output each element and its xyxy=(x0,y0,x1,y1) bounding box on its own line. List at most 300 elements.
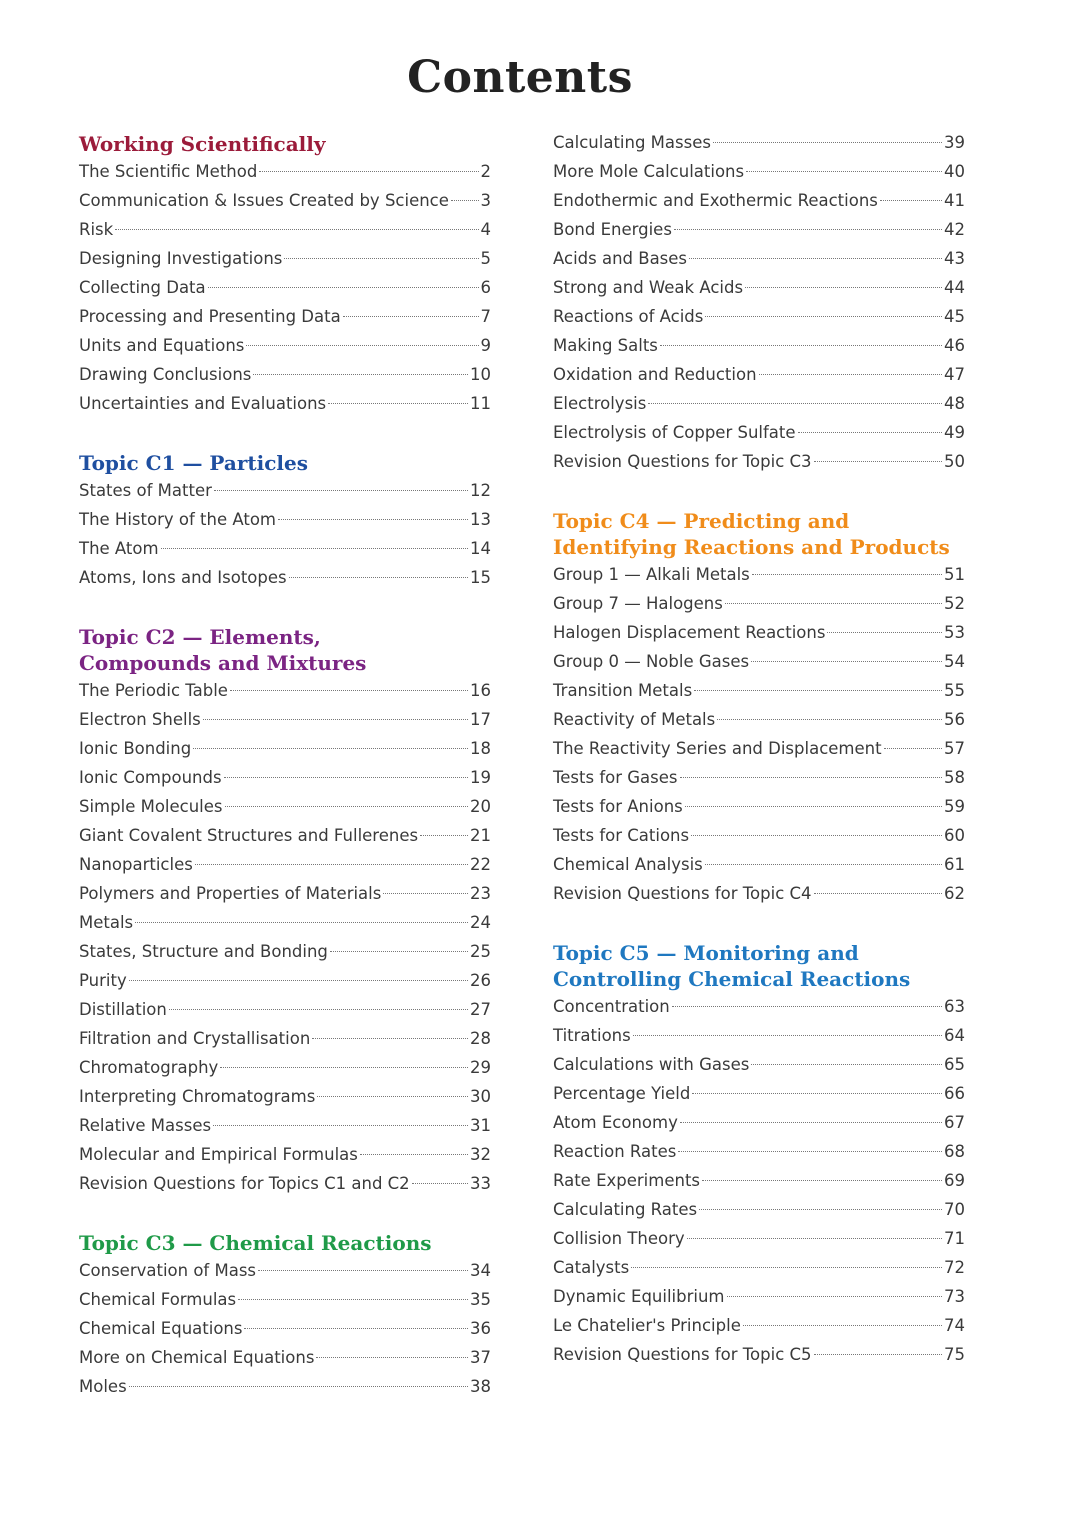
entry-title: Chemical Equations xyxy=(79,1319,243,1338)
contents-entry xyxy=(79,331,491,360)
entry-page-number: 9 xyxy=(480,336,491,355)
entry-title: Rate Experiments xyxy=(553,1171,701,1190)
dot-leader xyxy=(161,548,468,549)
dot-leader xyxy=(705,864,942,865)
entry-title: Transition Metals xyxy=(553,681,693,700)
entry-page-number: 3 xyxy=(480,191,491,210)
contents-entry xyxy=(79,505,491,534)
entry-title: Collecting Data xyxy=(79,278,206,297)
dot-leader xyxy=(246,345,478,346)
section-topic-c1 xyxy=(79,447,491,592)
contents-entry xyxy=(79,1111,491,1140)
dot-leader xyxy=(316,1357,468,1358)
dot-leader xyxy=(814,461,942,462)
entry-page-number: 53 xyxy=(944,623,965,642)
entry-title: Communication & Issues Created by Science xyxy=(79,191,449,210)
dot-leader xyxy=(743,1325,942,1326)
dot-leader xyxy=(672,1006,942,1007)
entry-title: Concentration xyxy=(553,997,670,1016)
dot-leader xyxy=(224,777,468,778)
entry-page-number: 39 xyxy=(944,133,965,152)
contents-entry xyxy=(79,244,491,273)
contents-entry xyxy=(79,908,491,937)
contents-entry xyxy=(553,1166,965,1195)
contents-entry xyxy=(79,1372,491,1401)
dot-leader xyxy=(705,316,942,317)
contents-entry xyxy=(553,1253,965,1282)
contents-entry xyxy=(553,186,965,215)
contents-entry xyxy=(553,128,965,157)
contents-entry xyxy=(79,676,491,705)
dot-leader xyxy=(312,1038,468,1039)
contents-entry xyxy=(553,1340,965,1369)
entry-page-number: 75 xyxy=(944,1345,965,1364)
entry-title: Chemical Formulas xyxy=(79,1290,237,1309)
contents-entry xyxy=(553,1137,965,1166)
contents-entry xyxy=(79,1285,491,1314)
contents-entry xyxy=(553,157,965,186)
entry-title: States of Matter xyxy=(79,481,212,500)
entry-title: States, Structure and Bonding xyxy=(79,942,328,961)
entry-page-number: 31 xyxy=(470,1116,491,1135)
entry-title: Percentage Yield xyxy=(553,1084,691,1103)
dot-leader xyxy=(759,374,942,375)
dot-leader xyxy=(725,603,942,604)
entry-page-number: 70 xyxy=(944,1200,965,1219)
entry-title: Strong and Weak Acids xyxy=(553,278,744,297)
contents-entry xyxy=(79,879,491,908)
contents-entry xyxy=(79,215,491,244)
entry-title: More Mole Calculations xyxy=(553,162,745,181)
entry-page-number: 67 xyxy=(944,1113,965,1132)
entry-title: Making Salts xyxy=(553,336,658,355)
contents-entry xyxy=(553,215,965,244)
entry-title: Calculations with Gases xyxy=(553,1055,750,1074)
entry-title: Collision Theory xyxy=(553,1229,685,1248)
contents-entry xyxy=(79,1140,491,1169)
entry-list xyxy=(79,676,491,1198)
entry-page-number: 62 xyxy=(944,884,965,903)
entry-title: Conservation of Mass xyxy=(79,1261,257,1280)
contents-entry xyxy=(79,186,491,215)
contents-entry xyxy=(79,850,491,879)
dot-leader xyxy=(244,1328,468,1329)
dot-leader xyxy=(713,142,942,143)
entry-title: Halogen Displacement Reactions xyxy=(553,623,826,642)
entry-title: Group 7 — Halogens xyxy=(553,594,723,613)
dot-leader xyxy=(631,1267,942,1268)
entry-page-number: 45 xyxy=(944,307,965,326)
entry-page-number: 61 xyxy=(944,855,965,874)
entry-title: Tests for Gases xyxy=(553,768,678,787)
entry-title: Calculating Rates xyxy=(553,1200,698,1219)
entry-page-number: 55 xyxy=(944,681,965,700)
entry-title: Nanoparticles xyxy=(79,855,193,874)
dot-leader xyxy=(193,748,468,749)
section-heading: Working Scientifically xyxy=(79,132,326,156)
entry-title: Giant Covalent Structures and Fullerenes xyxy=(79,826,419,845)
entry-list xyxy=(553,128,965,476)
contents-entry xyxy=(553,273,965,302)
dot-leader xyxy=(213,1125,468,1126)
contents-entry xyxy=(553,418,965,447)
dot-leader xyxy=(745,287,942,288)
contents-entry xyxy=(79,389,491,418)
dot-leader xyxy=(880,200,942,201)
dot-leader xyxy=(702,1180,942,1181)
entry-title: Revision Questions for Topic C4 xyxy=(553,884,812,903)
contents-entry xyxy=(79,937,491,966)
dot-leader xyxy=(751,661,942,662)
entry-title: The Reactivity Series and Displacement xyxy=(553,739,882,758)
entry-title: Group 0 — Noble Gases xyxy=(553,652,750,671)
entry-title: Bond Energies xyxy=(553,220,672,239)
contents-entry xyxy=(553,618,965,647)
section-topic-c3 xyxy=(79,1227,491,1401)
entry-page-number: 52 xyxy=(944,594,965,613)
contents-entry xyxy=(79,705,491,734)
dot-leader xyxy=(694,690,942,691)
entry-title: Metals xyxy=(79,913,134,932)
dot-leader xyxy=(827,632,942,633)
dot-leader xyxy=(717,719,942,720)
dot-leader xyxy=(752,574,942,575)
entry-page-number: 68 xyxy=(944,1142,965,1161)
contents-entry xyxy=(79,763,491,792)
dot-leader xyxy=(648,403,942,404)
dot-leader xyxy=(129,980,468,981)
dot-leader xyxy=(798,432,942,433)
dot-leader xyxy=(317,1096,468,1097)
entry-page-number: 40 xyxy=(944,162,965,181)
dot-leader xyxy=(225,806,468,807)
contents-entry xyxy=(79,995,491,1024)
entry-page-number: 19 xyxy=(470,768,491,787)
dot-leader xyxy=(238,1299,468,1300)
entry-page-number: 21 xyxy=(470,826,491,845)
entry-page-number: 43 xyxy=(944,249,965,268)
dot-leader xyxy=(674,229,942,230)
contents-entry xyxy=(553,302,965,331)
entry-title: Oxidation and Reduction xyxy=(553,365,757,384)
entry-page-number: 44 xyxy=(944,278,965,297)
entry-title: Atom Economy xyxy=(553,1113,678,1132)
entry-title: Relative Masses xyxy=(79,1116,212,1135)
section-topic-c2 xyxy=(79,621,491,1198)
contents-entry xyxy=(553,705,965,734)
entry-page-number: 58 xyxy=(944,768,965,787)
dot-leader xyxy=(678,1151,942,1152)
entry-page-number: 12 xyxy=(470,481,491,500)
entry-page-number: 59 xyxy=(944,797,965,816)
entry-title: Simple Molecules xyxy=(79,797,223,816)
dot-leader xyxy=(685,806,942,807)
dot-leader xyxy=(680,777,942,778)
entry-title: Electron Shells xyxy=(79,710,201,729)
entry-page-number: 64 xyxy=(944,1026,965,1045)
contents-entry xyxy=(553,850,965,879)
entry-page-number: 51 xyxy=(944,565,965,584)
section-heading: Topic C2 — Elements, Compounds and Mixtures xyxy=(79,625,367,675)
contents-entry xyxy=(79,563,491,592)
contents-entry xyxy=(553,1311,965,1340)
entry-title: Uncertainties and Evaluations xyxy=(79,394,327,413)
entry-page-number: 30 xyxy=(470,1087,491,1106)
contents-entry xyxy=(553,1108,965,1137)
entry-page-number: 23 xyxy=(470,884,491,903)
contents-entry xyxy=(553,647,965,676)
contents-entry xyxy=(553,1282,965,1311)
entry-page-number: 73 xyxy=(944,1287,965,1306)
dot-leader xyxy=(692,1093,942,1094)
entry-page-number: 41 xyxy=(944,191,965,210)
entry-title: Ionic Bonding xyxy=(79,739,192,758)
dot-leader xyxy=(727,1296,943,1297)
dot-leader xyxy=(660,345,942,346)
page-title: Contents xyxy=(407,52,633,103)
dot-leader xyxy=(746,171,942,172)
entry-page-number: 54 xyxy=(944,652,965,671)
entry-page-number: 7 xyxy=(480,307,491,326)
entry-title: Atoms, Ions and Isotopes xyxy=(79,568,287,587)
dot-leader xyxy=(383,893,468,894)
dot-leader xyxy=(814,1354,942,1355)
dot-leader xyxy=(412,1183,468,1184)
contents-entry xyxy=(553,560,965,589)
section-topic-c4 xyxy=(553,505,965,908)
contents-entry xyxy=(553,589,965,618)
entry-page-number: 10 xyxy=(470,365,491,384)
entry-page-number: 26 xyxy=(470,971,491,990)
entry-title: Moles xyxy=(79,1377,127,1396)
dot-leader xyxy=(203,719,468,720)
entry-title: Electrolysis xyxy=(553,394,647,413)
contents-entry xyxy=(553,447,965,476)
entry-page-number: 5 xyxy=(480,249,491,268)
entry-page-number: 65 xyxy=(944,1055,965,1074)
contents-entry xyxy=(553,244,965,273)
entry-page-number: 66 xyxy=(944,1084,965,1103)
entry-title: Tests for Cations xyxy=(553,826,690,845)
entry-page-number: 71 xyxy=(944,1229,965,1248)
section-heading: Topic C4 — Predicting and Identifying Reactions and Products xyxy=(553,509,950,559)
contents-entry xyxy=(79,273,491,302)
entry-title: Distillation xyxy=(79,1000,167,1019)
entry-title: Revision Questions for Topic C3 xyxy=(553,452,812,471)
contents-entry xyxy=(79,1343,491,1372)
entry-page-number: 32 xyxy=(470,1145,491,1164)
contents-entry xyxy=(553,1021,965,1050)
contents-entry xyxy=(553,1050,965,1079)
entry-title: Acids and Bases xyxy=(553,249,688,268)
contents-entry xyxy=(79,1053,491,1082)
entry-page-number: 16 xyxy=(470,681,491,700)
entry-page-number: 20 xyxy=(470,797,491,816)
entry-page-number: 63 xyxy=(944,997,965,1016)
contents-left-column xyxy=(79,128,491,1430)
entry-page-number: 15 xyxy=(470,568,491,587)
section-topic-c3-continued xyxy=(553,128,965,476)
dot-leader xyxy=(689,258,942,259)
entry-title: Drawing Conclusions xyxy=(79,365,252,384)
section-topic-c5 xyxy=(553,937,965,1369)
entry-page-number: 24 xyxy=(470,913,491,932)
entry-title: The Scientific Method xyxy=(79,162,258,181)
entry-title: Dynamic Equilibrium xyxy=(553,1287,725,1306)
dot-leader xyxy=(169,1009,468,1010)
dot-leader xyxy=(220,1067,468,1068)
contents-entry xyxy=(79,534,491,563)
entry-page-number: 37 xyxy=(470,1348,491,1367)
contents-entry xyxy=(79,302,491,331)
contents-entry xyxy=(553,992,965,1021)
section-heading: Topic C5 — Monitoring and Controlling Chemical Reactions xyxy=(553,941,911,991)
entry-title: Reactions of Acids xyxy=(553,307,704,326)
entry-title: Calculating Masses xyxy=(553,133,711,152)
dot-leader xyxy=(328,403,468,404)
dot-leader xyxy=(360,1154,468,1155)
entry-title: Reactivity of Metals xyxy=(553,710,716,729)
entry-title: Endothermic and Exothermic Reactions xyxy=(553,191,878,210)
contents-entry xyxy=(553,821,965,850)
entry-title: Revision Questions for Topics C1 and C2 xyxy=(79,1174,410,1193)
entry-page-number: 25 xyxy=(470,942,491,961)
entry-page-number: 46 xyxy=(944,336,965,355)
contents-entry xyxy=(553,1079,965,1108)
entry-page-number: 69 xyxy=(944,1171,965,1190)
entry-title: Revision Questions for Topic C5 xyxy=(553,1345,812,1364)
contents-entry xyxy=(553,389,965,418)
entry-page-number: 4 xyxy=(480,220,491,239)
contents-entry xyxy=(553,763,965,792)
contents-entry xyxy=(79,966,491,995)
dot-leader xyxy=(420,835,468,836)
entry-title: Titrations xyxy=(553,1026,631,1045)
entry-page-number: 56 xyxy=(944,710,965,729)
dot-leader xyxy=(195,864,468,865)
contents-entry xyxy=(79,792,491,821)
entry-title: Risk xyxy=(79,220,114,239)
dot-leader xyxy=(691,835,942,836)
dot-leader xyxy=(230,690,468,691)
entry-page-number: 35 xyxy=(470,1290,491,1309)
contents-entry xyxy=(553,1224,965,1253)
entry-page-number: 2 xyxy=(480,162,491,181)
entry-title: Le Chatelier's Principle xyxy=(553,1316,741,1335)
dot-leader xyxy=(208,287,479,288)
entry-list xyxy=(553,992,965,1369)
dot-leader xyxy=(343,316,479,317)
dot-leader xyxy=(135,922,468,923)
dot-leader xyxy=(214,490,468,491)
entry-title: Filtration and Crystallisation xyxy=(79,1029,311,1048)
entry-title: Ionic Compounds xyxy=(79,768,222,787)
entry-page-number: 42 xyxy=(944,220,965,239)
entry-title: Units and Equations xyxy=(79,336,245,355)
entry-title: Purity xyxy=(79,971,127,990)
contents-entry xyxy=(79,821,491,850)
entry-page-number: 29 xyxy=(470,1058,491,1077)
entry-page-number: 60 xyxy=(944,826,965,845)
entry-list xyxy=(79,1256,491,1401)
entry-title: Interpreting Chromatograms xyxy=(79,1087,316,1106)
entry-title: Molecular and Empirical Formulas xyxy=(79,1145,358,1164)
entry-page-number: 6 xyxy=(480,278,491,297)
entry-list xyxy=(79,157,491,418)
entry-page-number: 18 xyxy=(470,739,491,758)
entry-page-number: 50 xyxy=(944,452,965,471)
contents-entry xyxy=(79,1256,491,1285)
section-heading: Topic C3 — Chemical Reactions xyxy=(79,1231,432,1255)
entry-title: Tests for Anions xyxy=(553,797,683,816)
entry-page-number: 38 xyxy=(470,1377,491,1396)
dot-leader xyxy=(633,1035,942,1036)
entry-page-number: 34 xyxy=(470,1261,491,1280)
dot-leader xyxy=(129,1386,468,1387)
entry-title: The Atom xyxy=(79,539,159,558)
entry-title: Chromatography xyxy=(79,1058,219,1077)
entry-page-number: 47 xyxy=(944,365,965,384)
dot-leader xyxy=(680,1122,942,1123)
section-working-scientifically xyxy=(79,128,491,418)
entry-title: Catalysts xyxy=(553,1258,630,1277)
dot-leader xyxy=(278,519,468,520)
entry-title: Polymers and Properties of Materials xyxy=(79,884,382,903)
entry-title: The History of the Atom xyxy=(79,510,276,529)
dot-leader xyxy=(751,1064,942,1065)
entry-list xyxy=(79,476,491,592)
entry-title: Chemical Analysis xyxy=(553,855,703,874)
dot-leader xyxy=(699,1209,942,1210)
contents-entry xyxy=(79,476,491,505)
contents-entry xyxy=(79,1024,491,1053)
dot-leader xyxy=(289,577,468,578)
entry-page-number: 57 xyxy=(944,739,965,758)
entry-page-number: 14 xyxy=(470,539,491,558)
contents-entry xyxy=(79,1169,491,1198)
dot-leader xyxy=(259,171,478,172)
entry-page-number: 49 xyxy=(944,423,965,442)
contents-entry xyxy=(79,157,491,186)
contents-entry xyxy=(553,879,965,908)
contents-entry xyxy=(79,360,491,389)
entry-title: The Periodic Table xyxy=(79,681,228,700)
contents-entry xyxy=(79,1314,491,1343)
entry-page-number: 72 xyxy=(944,1258,965,1277)
contents-entry xyxy=(553,331,965,360)
dot-leader xyxy=(330,951,468,952)
entry-page-number: 17 xyxy=(470,710,491,729)
entry-page-number: 36 xyxy=(470,1319,491,1338)
dot-leader xyxy=(451,200,479,201)
contents-entry xyxy=(553,792,965,821)
entry-title: Reaction Rates xyxy=(553,1142,677,1161)
dot-leader xyxy=(253,374,468,375)
dot-leader xyxy=(284,258,478,259)
dot-leader xyxy=(814,893,942,894)
entry-page-number: 74 xyxy=(944,1316,965,1335)
entry-page-number: 13 xyxy=(470,510,491,529)
entry-title: Processing and Presenting Data xyxy=(79,307,341,326)
contents-entry xyxy=(79,1082,491,1111)
contents-entry xyxy=(553,734,965,763)
entry-page-number: 11 xyxy=(470,394,491,413)
dot-leader xyxy=(884,748,942,749)
entry-list xyxy=(553,560,965,908)
entry-page-number: 28 xyxy=(470,1029,491,1048)
contents-right-column xyxy=(553,128,965,1398)
entry-page-number: 22 xyxy=(470,855,491,874)
